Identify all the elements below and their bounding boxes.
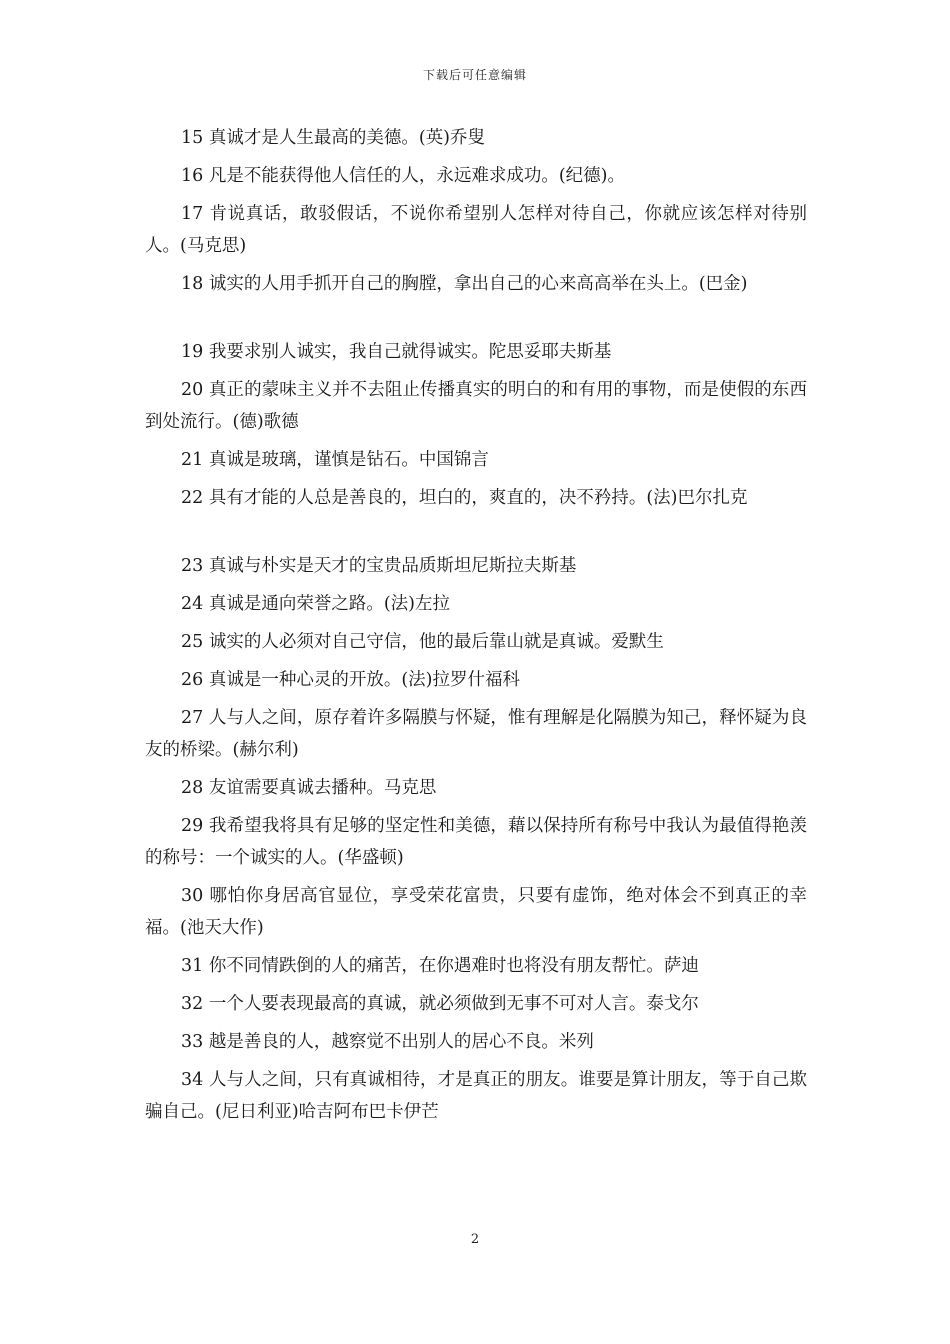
quote-paragraph: 22 具有才能的人总是善良的，坦白的，爽直的，决不矜持。(法)巴尔扎克: [181, 488, 748, 508]
quote-paragraph: 27 人与人之间，原存着许多隔膜与怀疑，惟有理解是化隔膜为知己，释怀疑为良友的桥梁。(赫尔利): [145, 708, 807, 760]
quote-paragraph: 23 真诚与朴实是天才的宝贵品质斯坦尼斯拉夫斯基: [181, 556, 577, 576]
quote-paragraph: 32 一个人要表现最高的真诚，就必须做到无事不可对人言。泰戈尔: [181, 994, 699, 1014]
document-body: [145, 122, 807, 1134]
quote-paragraph: 30 哪怕你身居高官显位，享受荣花富贵，只要有虚饰，绝对体会不到真正的幸福。(池天大作): [145, 886, 807, 938]
quote-paragraph: 26 真诚是一种心灵的开放。(法)拉罗什福科: [181, 670, 520, 690]
quote-paragraph: 34 人与人之间，只有真诚相待，才是真正的朋友。谁要是算计朋友，等于自己欺骗自己。(尼日利亚)哈吉阿布巴卡伊芒: [145, 1070, 807, 1122]
quote-paragraph: 19 我要求别人诚实，我自己就得诚实。陀思妥耶夫斯基: [181, 342, 612, 362]
page-number: 2: [470, 1232, 480, 1247]
quote-paragraph: 31 你不同情跌倒的人的痛苦，在你遇难时也将没有朋友帮忙。萨迪: [181, 956, 699, 976]
quote-paragraph: 20 真正的蒙味主义并不去阻止传播真实的明白的和有用的事物，而是使假的东西到处流行。(德)歌德: [145, 380, 807, 432]
quote-paragraph: 33 越是善良的人，越察觉不出别人的居心不良。米列: [181, 1032, 594, 1052]
quote-paragraph: 15 真诚才是人生最高的美德。(英)乔叟: [181, 128, 485, 148]
quote-paragraph: 28 友谊需要真诚去播种。马克思: [181, 778, 437, 798]
quote-paragraph: 16 凡是不能获得他人信任的人，永远难求成功。(纪德)。: [181, 166, 625, 186]
quote-paragraph: 29 我希望我将具有足够的坚定性和美德，藉以保持所有称号中我认为最值得艳羡的称号：一个诚实的人。(华盛顿): [145, 816, 807, 868]
quote-paragraph: 25 诚实的人必须对自己守信，他的最后靠山就是真诚。爱默生: [181, 632, 664, 652]
quote-paragraph: 21 真诚是玻璃，谨慎是钻石。中国锦言: [181, 450, 489, 470]
page-header: 下载后可任意编辑: [422, 68, 527, 82]
quote-paragraph: 18 诚实的人用手抓开自己的胸膛，拿出自己的心来高高举在头上。(巴金): [181, 274, 748, 294]
quote-paragraph: 17 肯说真话，敢驳假话，不说你希望别人怎样对待自己，你就应该怎样对待别人。(马克思): [145, 204, 807, 256]
quote-paragraph: 24 真诚是通向荣誉之路。(法)左拉: [181, 594, 450, 614]
